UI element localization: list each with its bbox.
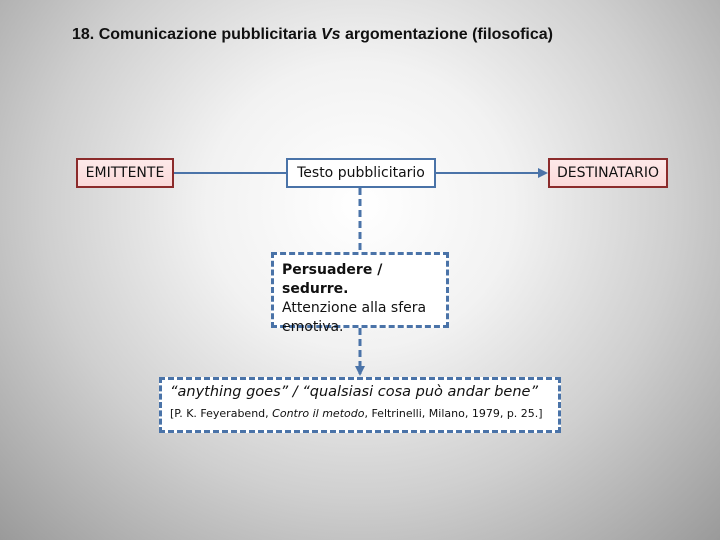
title-prefix: 18. Comunicazione pubblicitaria [72,26,321,43]
title-vs: Vs [320,26,341,43]
node-testo-pubblicitario: Testo pubblicitario [286,158,436,188]
citation-title: Contro il metodo [272,407,365,420]
title-suffix: argomentazione (filosofica) [340,26,553,43]
persuasione-heading: Persuadere / sedurre. [282,262,383,297]
quote-text: “anything goes” / “qualsiasi cosa può andar bene” [170,384,538,400]
citation-pre: [P. K. Feyerabend, [170,407,273,420]
node-quote [159,377,561,433]
node-destinatario: DESTINATARIO [548,158,668,188]
persuasione-line-3: emotiva. [282,319,344,335]
persuasione-line-2: Attenzione alla sfera [282,300,427,316]
node-emittente: EMITTENTE [76,158,174,188]
node-persuasione [271,252,449,335]
citation-post: , Feltrinelli, Milano, 1979, p. 25.] [364,407,543,420]
citation [170,407,550,420]
